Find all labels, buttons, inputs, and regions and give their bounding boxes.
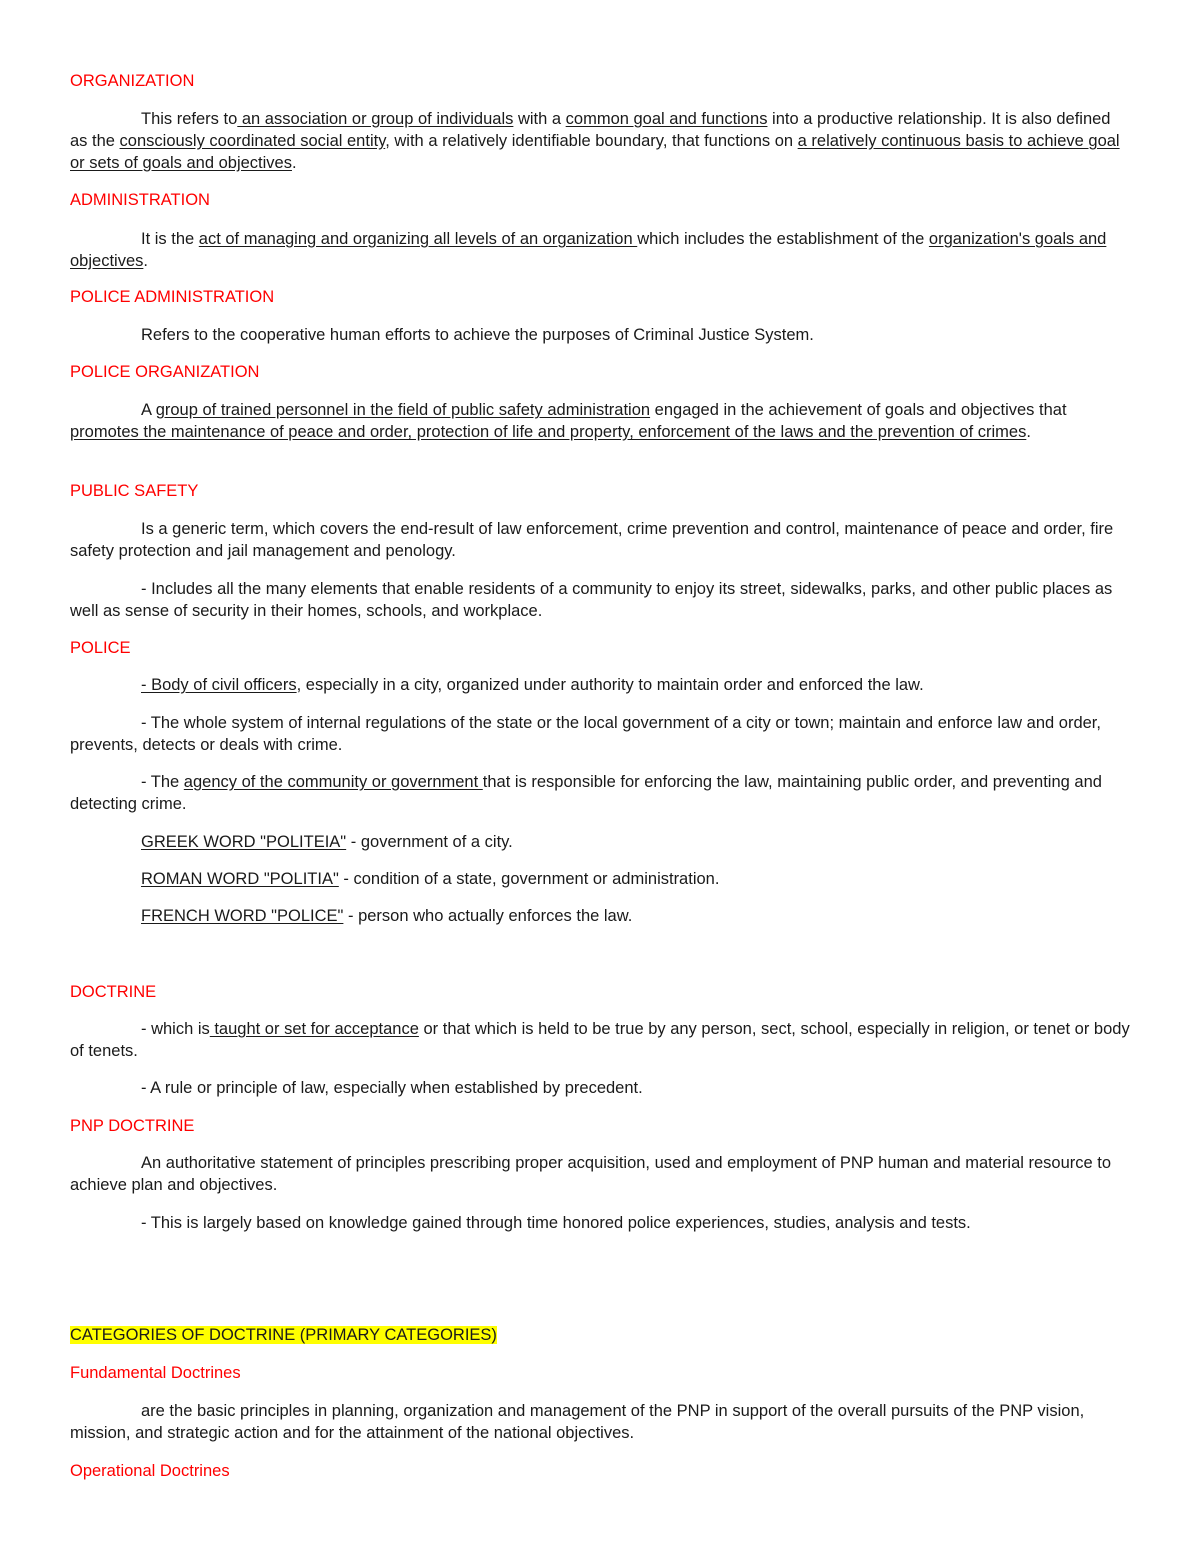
police-definition-2: - The whole system of internal regulations of the state or the local government of a city or town; maintain and enforce law and order, prevents, detects or deals with crime. [70,714,1101,754]
police-word-french: FRENCH WORD "POLICE" - person who actually enforces the law. [141,907,633,925]
public-safety-includes: - Includes all the many elements that enable residents of a community to enjoy its street, sidewalks, parks, and other public places as well as sense of security in their homes, schools, and workplace. [70,580,1113,620]
heading-categories-of-doctrine: CATEGORIES OF DOCTRINE (PRIMARY CATEGORIES) [70,1326,497,1344]
heading-pnp-doctrine: PNP DOCTRINE [70,1117,195,1135]
police-definition-3: - The agency of the community or government that is responsible for enforcing the law, maintaining public order, and preventing and detecting crime. [70,773,1102,813]
pnp-doctrine-definition: An authoritative statement of principles prescribing proper acquisition, used and employment of PNP human and material resource to achieve plan and objectives. [70,1154,1112,1194]
doctrine-definition-1: - which is taught or set for acceptance or that which is held to be true by any person, sect, school, especially in religion, or tenet or body of tenets. [70,1020,1130,1060]
police-administration-definition: Refers to the cooperative human efforts to achieve the purposes of Criminal Justice System. [141,326,814,344]
public-safety-definition: Is a generic term, which covers the end-result of law enforcement, crime prevention and control, maintenance of peace and order, fire safety protection and jail management and penology. [70,520,1114,560]
doctrine-definition-2: - A rule or principle of law, especially when established by precedent. [141,1079,643,1097]
heading-organization: ORGANIZATION [70,72,195,90]
heading-administration: ADMINISTRATION [70,191,210,209]
heading-public-safety: PUBLIC SAFETY [70,482,199,500]
heading-police-administration: POLICE ADMINISTRATION [70,288,275,306]
heading-doctrine: DOCTRINE [70,983,157,1001]
police-word-greek: GREEK WORD "POLITEIA" - government of a city. [141,833,513,851]
police-organization-definition: A group of trained personnel in the field of public safety administration engaged in the achievement of goals and objectives that promotes the maintenance of peace and order, protection of life and property, enforcement of the laws and the prevention of crimes. [70,401,1067,441]
fundamental-doctrines-definition: are the basic principles in planning, organization and management of the PNP in support of the overall pursuits of the PNP vision, mission, and strategic action and for the attainment of the national objectives. [70,1402,1085,1442]
heading-operational-doctrines: Operational Doctrines [70,1462,230,1480]
pnp-doctrine-basis: - This is largely based on knowledge gained through time honored police experiences, studies, analysis and tests. [141,1214,971,1232]
heading-fundamental-doctrines: Fundamental Doctrines [70,1364,241,1382]
administration-definition: It is the act of managing and organizing all levels of an organization which includes the establishment of the organization's goals and objectives. [70,230,1107,270]
police-definition-1: - Body of civil officers, especially in a city, organized under authority to maintain order and enforced the law. [141,676,924,694]
heading-police-organization: POLICE ORGANIZATION [70,363,260,381]
police-word-roman: ROMAN WORD "POLITIA" - condition of a state, government or administration. [141,870,720,888]
heading-police: POLICE [70,639,131,657]
organization-definition: This refers to an association or group of individuals with a common goal and functions into a productive relationship. It is also defined as the consciously coordinated social entity, with a relatively identifiable boundary, that functions on a relatively continuous basis to achieve goal or sets of goals and objectives. [70,110,1120,172]
